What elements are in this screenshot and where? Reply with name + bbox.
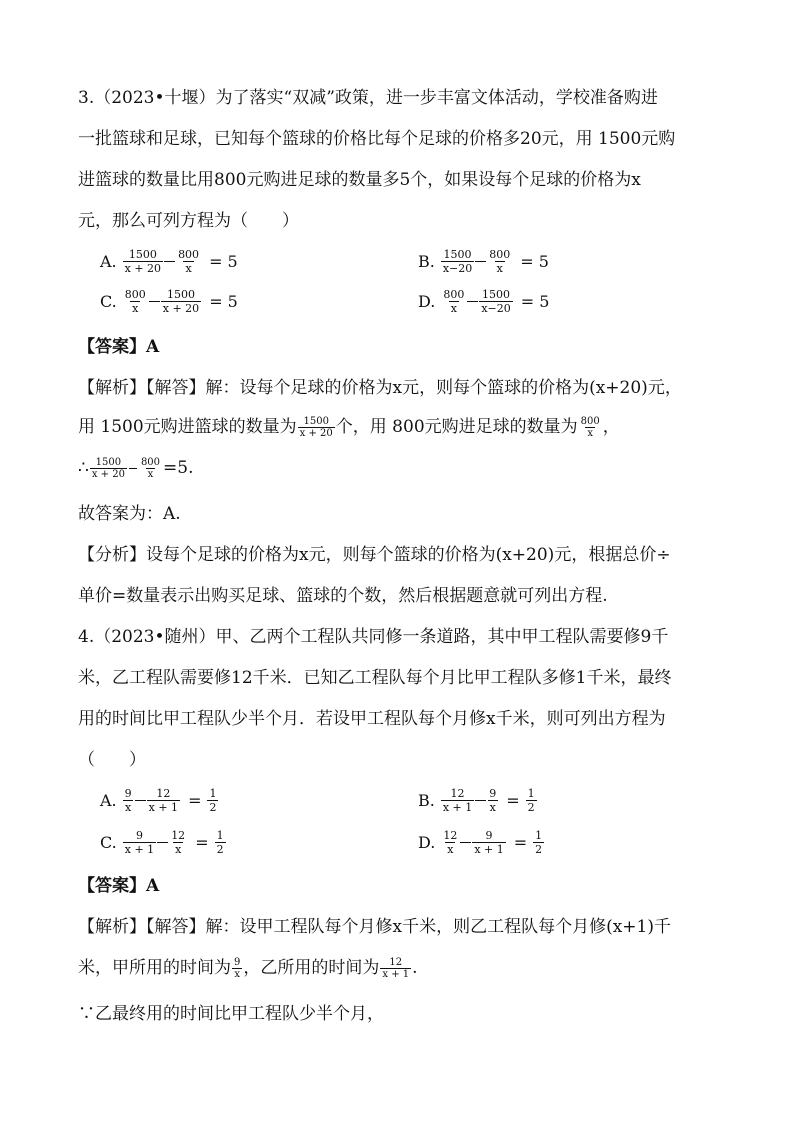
fraction: $\frac{800}{x}$ [140,456,161,480]
fraction: $\frac{9}{x}$ [234,956,241,980]
fraction: $\frac{9}{x}$ [489,787,497,814]
fraction: $\frac{9}{x}$ [124,787,132,814]
fraction: $\frac{1500}{x-20}$ [481,288,511,315]
q3-fenxi-line-2: 单价=数量表示出购买足球、篮球的个数，然后根据题意就可列出方程. [78,586,608,606]
q4-option-a: A. $\frac{9}{x}$ $\frac{12}{x + 1}$ = $\frac{1}{2}$ [100,787,217,814]
q4-option-c: C. $\frac{9}{x + 1}$ $\frac{12}{x}$ = $\frac{1}{2}$ [100,829,224,856]
q4-analysis-line-2: 米，甲所用的时间为 $\frac{9}{x}$ ，乙所用的时间为 $\frac{12}{x + 1}$ . [78,956,418,980]
fraction: $\frac{9}{x + 1}$ [124,829,155,856]
q4-because-line: ∵乙最终用的时间比甲工程队少半个月， [78,1004,384,1024]
fraction: $\frac{9}{x + 1}$ [474,829,504,856]
fraction: $\frac{12}{x}$ [171,829,186,856]
q3-option-c: C. $\frac{800}{x}$ $\frac{1500}{x + 20}$ = 5 [100,288,238,315]
fraction: $\frac{800}{x}$ [580,415,600,439]
q4-stem-line-3: 用的时间比甲工程队少半个月．若设甲工程队每个月修x千米，则可列出方程为 [78,709,666,729]
q3-equation: ∴ $\frac{1500}{x + 20}$ $\frac{800}{x}$ =5. [78,456,194,480]
q3-analysis-line-2: 用 1500元购进篮球的数量为 $\frac{1500}{x + 20}$ 个，用 800元购进足球的数量为 $\frac{800}{x}$ ， [78,415,620,439]
fraction: $\frac{1}{2}$ [216,829,224,856]
q4-option-d: D. $\frac{12}{x}$ $\frac{9}{x + 1}$ = $\frac{1}{2}$ [418,829,543,856]
fraction: $\frac{12}{x + 1}$ [442,787,473,814]
q3-option-d: D. $\frac{800}{x}$ $\frac{1500}{x-20}$ = 5 [418,288,550,315]
q3-option-b: B. $\frac{1500}{x-20}$ $\frac{800}{x}$ = 5 [418,248,549,275]
fraction: $\frac{12}{x + 1}$ [382,956,410,980]
q4-option-b: B. $\frac{12}{x + 1}$ $\frac{9}{x}$ = $\frac{1}{2}$ [418,787,535,814]
fraction: $\frac{12}{x + 1}$ [148,787,179,814]
fraction: $\frac{1500}{x + 20}$ [162,288,200,315]
q3-conclusion: 故答案为：A. [78,504,181,524]
q3-answer: 【答案】A [78,337,160,357]
fraction: $\frac{800}{x}$ [489,248,511,275]
q3-analysis-line-1: 【解析】【解答】解：设每个足球的价格为x元，则每个篮球的价格为(x+20)元， [78,378,682,398]
fraction: $\frac{800}{x}$ [443,288,465,315]
q4-stem-line-4: （ ） [78,750,146,770]
q4-answer: 【答案】A [78,876,160,896]
fraction: $\frac{1500}{x + 20}$ [91,456,125,480]
q3-stem-line-3: 进篮球的数量比用800元购进足球的数量多5个，如果设每个足球的价格为x [78,170,641,190]
q3-option-a: A. $\frac{1500}{x + 20}$ $\frac{800}{x}$ = 5 [100,248,238,275]
fraction: $\frac{1}{2}$ [527,787,535,814]
q3-fenxi-line-1: 【分析】设每个足球的价格为x元，则每个篮球的价格为(x+20)元，根据总价÷ [78,545,671,565]
q4-stem-line-2: 米，乙工程队需要修12千米．已知乙工程队每个月比甲工程队多修1千米，最终 [78,668,672,688]
q4-analysis-line-1: 【解析】【解答】解：设甲工程队每个月修x千米，则乙工程队每个月修(x+1)千 [78,917,671,937]
fraction: $\frac{1}{2}$ [209,787,217,814]
fraction: $\frac{800}{x}$ [178,248,200,275]
q3-stem-line-1: 3.（2023•十堰）为了落实“双减”政策，进一步丰富文体活动，学校准备购进 [78,88,658,108]
q3-stem-line-4: 元，那么可列方程为（ ） [78,211,299,231]
q4-stem-line-1: 4.（2023•随州）甲、乙两个工程队共同修一条道路，其中甲工程队需要修9千 [78,627,669,647]
fraction: $\frac{1500}{x + 20}$ [124,248,162,275]
fraction: $\frac{800}{x}$ [124,288,146,315]
fraction: $\frac{1}{2}$ [535,829,543,856]
q3-stem-line-2: 一批篮球和足球，已知每个篮球的价格比每个足球的价格多20元，用 1500元购 [78,129,676,149]
fraction: $\frac{12}{x}$ [443,829,458,856]
fraction: $\frac{1500}{x-20}$ [442,248,473,275]
fraction: $\frac{1500}{x + 20}$ [299,415,333,439]
